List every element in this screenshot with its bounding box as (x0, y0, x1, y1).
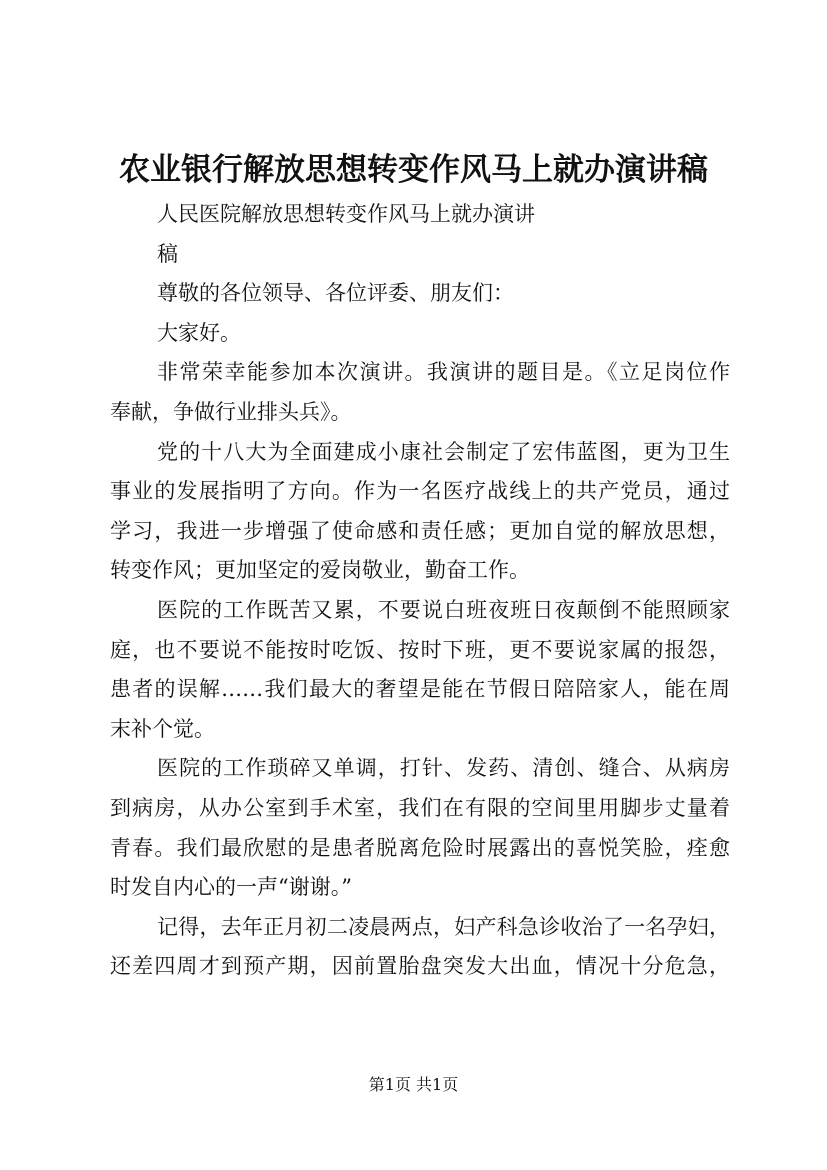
paragraph-line: 党的十八大为全面建成小康社会制定了宏伟蓝图，更为卫生 (157, 439, 730, 464)
paragraph-line: 时发自内心的一声“谢谢。” (110, 875, 352, 900)
paragraph-line: 医院的工作琐碎又单调，打针、发药、清创、缝合、从病房 (157, 756, 730, 781)
paragraph-line: 事业的发展指明了方向。作为一名医疗战线上的共产党员，通过 (110, 479, 730, 504)
paragraph-line: 青春。我们最欣慰的是患者脱离危险时展露出的喜悦笑脸，痊愈 (110, 835, 730, 860)
page-number-footer: 第1页 共1页 (368, 1075, 459, 1094)
paragraph-line: 非常荣幸能参加本次演讲。我演讲的题目是。《立足岗位作 (157, 360, 730, 385)
document-body (110, 195, 730, 987)
paragraph-line: 学习，我进一步增强了使命感和责任感；更加自觉的解放思想， (110, 518, 730, 543)
paragraph-line: 末补个觉。 (110, 716, 215, 741)
paragraph-line: 稿 (157, 241, 178, 266)
document-title: 农业银行解放思想转变作风马上就办演讲稿 (119, 152, 708, 188)
paragraph-line: 转变作风；更加坚定的爱岗敬业，勤奋工作。 (110, 558, 530, 583)
paragraph-line: 大家好。 (157, 320, 241, 345)
paragraph-line: 记得，去年正月初二凌晨两点，妇产科急诊收治了一名孕妇， (157, 914, 730, 939)
paragraph-line: 尊敬的各位领导、各位评委、朋友们： (157, 281, 514, 306)
paragraph-line: 奉献，争做行业排头兵》。 (110, 399, 352, 424)
paragraph-line: 还差四周才到预产期，因前置胎盘突发大出血，情况十分危急， (110, 954, 730, 979)
paragraph-line: 人民医院解放思想转变作风马上就办演讲 (157, 202, 535, 226)
paragraph-line: 庭，也不要说不能按时吃饭、按时下班，更不要说家属的报怨， (110, 637, 730, 662)
paragraph-line: 到病房，从办公室到手术室，我们在有限的空间里用脚步丈量着 (110, 795, 730, 820)
paragraph-line: 医院的工作既苦又累，不要说白班夜班日夜颠倒不能照顾家 (157, 597, 730, 622)
paragraph-line: 患者的误解……我们最大的奢望是能在节假日陪陪家人，能在周 (110, 677, 730, 702)
